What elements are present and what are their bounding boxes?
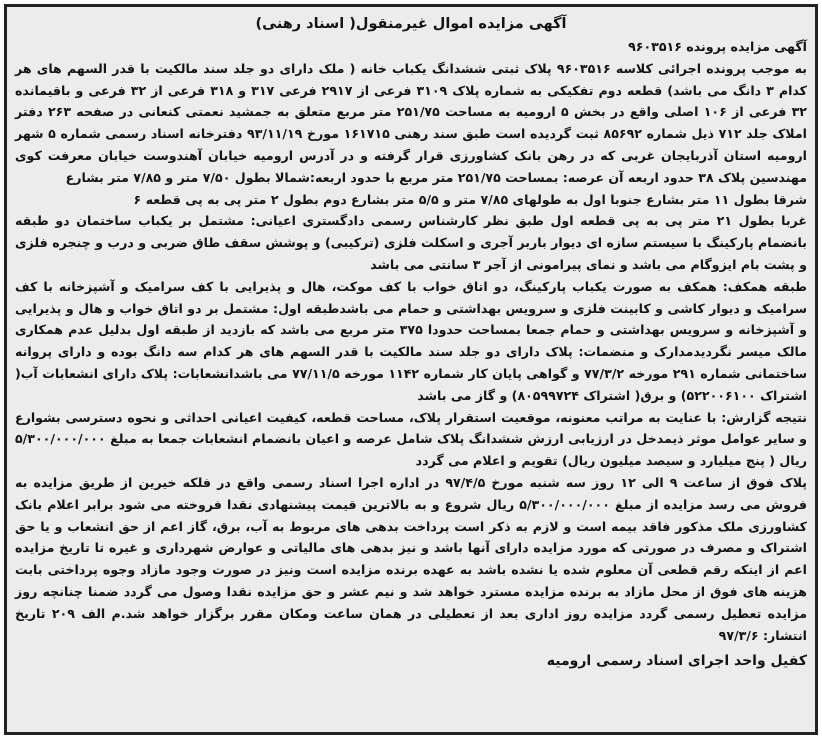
notice-body (15, 36, 807, 646)
notice-paragraph-boundaries: شرقا بطول ۱۱ متر بشارع جنوبا اول به طولهای ۷/۸۵ متر و ۵/۵ متر بشارع دوم بطول ۲ متر پی به پی قطعه ۶ (133, 191, 807, 207)
notice-title: آگهی مزایده اموال غیرمنقول( اسناد رهنی) (255, 16, 567, 32)
notice-paragraph-valuation: نتیجه گزارش: با عنایت به مراتب معنونه، موقعیت استقرار پلاک، مساحت قطعه، کیفیت اعیانی احداثی و نحوه دسترسی بشوارع و سایر عوامل موثر ذیمدخل در ارزیابی ارزش ششدانگ پلاک شامل عرصه و اعیان بانضمام انشعابات جمعا به مبلغ ۵/۳۰۰/۰۰۰/۰۰۰ ریال ( پنج میلیارد و سیصد میلیون ریال) تقویم و اعلام می گردد (15, 409, 807, 469)
notice-signature: کفیل واحد اجرای اسناد رسمی ارومیه (546, 653, 807, 670)
notice-paragraph-structure: غربا بطول ۲۱ متر پی به پی قطعه اول طبق نظر کارشناس رسمی دادگستری اعیانی: مشتمل بر یکباب ساختمان دو طبقه بانضمام پارکینگ با سیستم سازه ای دیوار باربر آجری و اسکلت فلزی (ترکیبی) و پوشش سقف طاق ضربی و درب و چنجره فلزی و پشت بام ایزوگام می باشد و نمای پیرامونی از آجر ۳ سانتی می باشد (15, 213, 807, 272)
auction-notice (4, 4, 818, 735)
notice-paragraph-property: به موجب پرونده اجرائی کلاسه ۹۶۰۳۵۱۶ پلاک ثبتی ششدانگ یکباب خانه ( ملک دارای دو جلد سند مالکیت با قدر السهم های هر کدام ۳ دانگ می باشد) قطعه دوم تفکیکی به شماره پلاک ۳۱۰۹ فرعی از ۲۹۱۷ فرعی ۳۱۷ و ۳۱۸ فرعی از ۳۲ فرعی و باقیمانده ۳۲ فرعی از ۱۰۶ اصلی واقع در بخش ۵ ارومیه به مساحت ۲۵۱/۷۵ متر مربع متعلق به جمشید نعمتی کنعانی در صفحه ۲۶۳ دفتر املاک جلد ۷۱۲ ذیل شماره ۸۵۶۹۲ ثبت گردیده است طبق سند رهنی ۱۶۱۷۱۵ مورخ ۹۳/۱۱/۱۹ دفترخانه اسناد رسمی شماره ۵ شهر ارومیه استان آذربایجان غربی که در رهن بانک کشاورزی قرار گرفته و در آدرس ارومیه خیابان آهندوست خیابان معرفت کوی مهندسین پلاک ۳۸ حدود اربعه آن عرصه: بمساحت ۲۵۱/۷۵ متر مربع با حدود اربعه:شمالا بطول ۷/۵۰ متر و ۷/۸۵ متر بشارع (15, 60, 807, 185)
notice-paragraph-floors: طبقه همکف: همکف به صورت یکباب پارکینگ، دو اتاق خواب با کف موکت، هال و پذیرایی با کف سرامیک و آشپزخانه با کف سرامیک و دیوار کاشی و کابینت فلزی و سرویس بهداشتی و حمام می باشدطبقه اول: مشتمل بر دو اتاق خواب و هال و پذیرایی و آشپزخانه و سرویس بهداشتی و حمام جمعا بمساحت حدودا ۳۷۵ متر مربع می باشد که بازدید از طبقه اول بدلیل عدم همکاری مالک میسر نگردیدمدارک و منضمات: پلاک دارای دو جلد سند مالکیت با قدر السهم های هر کدام سه دانگ بوده و دارای پروانه ساختمانی شماره ۲۹۱ مورخه ۷۷/۳/۲ و گواهی پایان کار شماره ۱۱۴۲ مورخه ۷۷/۱۱/۵ می باشدانشعابات: پلاک دارای انشعابات آب( اشتراک ۵۲۲۰۰۶۱۰۰) و برق( اشتراک ۸۰۵۹۹۷۲۴) و گاز می باشد (15, 278, 807, 403)
notice-paragraph-auction-terms: پلاک فوق از ساعت ۹ الی ۱۲ روز سه شنبه مورخ ۹۷/۴/۵ در اداره اجرا اسناد رسمی واقع در فلکه خیرین از طریق مزایده به فروش می رسد مزایده از مبلغ ۵/۳۰۰/۰۰۰/۰۰۰ ریال شروع و به بالاترین قیمت پیشنهادی نقدا فروخته می شود برابر اعلام بانک کشاورزی ملک مذکور فاقد بیمه است و لازم به ذکر است پرداخت بدهی های مربوط به آب، برق، گاز اعم از حق انشعاب و یا حق اشتراک و مصرف در صورتی که مورد مزایده دارای آنها باشد و نیز بدهی های مالیاتی و عوارض شهرداری و غیره تا تاریخ مزایده اعم از اینکه رقم قطعی آن معلوم شده یا نشده باشد به عهده برنده مزایده است ونیز در صورت وجود مازاد وجوه پرداختی بابت هزینه های فوق از محل مازاد به برنده مزایده مسترد خواهد شد و نیم عشر و حق مزایده نقدا وصول می گردد ضمنا چنانچه روز مزایده تعطیل رسمی گردد مزایده روز اداری بعد از تعطیلی در همان ساعت ومکان مقرر برگزار خواهد شد.م الف ۲۰۹ تاریخ انتشار: ۹۷/۳/۶ (15, 474, 807, 643)
notice-paragraph-case-number: آگهی مزایده پرونده ۹۶۰۳۵۱۶ (628, 39, 807, 54)
